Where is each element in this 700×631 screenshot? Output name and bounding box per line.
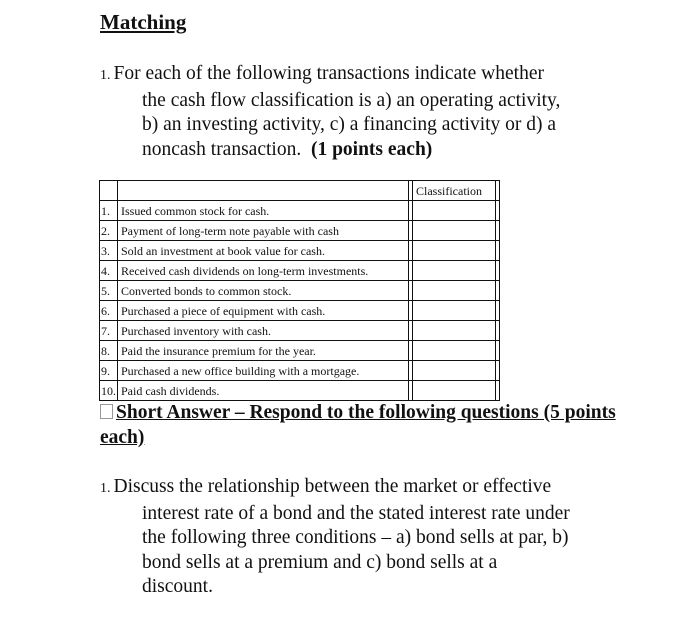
checkbox-icon xyxy=(100,404,113,419)
classification-answer-cell[interactable] xyxy=(413,221,496,241)
transaction-description: Sold an investment at book value for cash. xyxy=(118,241,409,261)
table-header-row xyxy=(100,181,500,201)
row-number: 6. xyxy=(100,301,118,321)
table-row xyxy=(100,261,500,281)
question-text-line: b) an investing activity, c) a financing activity or d) a xyxy=(142,114,557,135)
classification-answer-cell[interactable] xyxy=(413,361,496,381)
classification-header: Classification xyxy=(413,181,496,201)
question-text-line: the cash flow classification is a) an operating activity, xyxy=(142,89,561,111)
table-row xyxy=(100,201,500,221)
table-row xyxy=(100,361,500,381)
question-1-matching xyxy=(100,62,560,162)
question-number: 1. xyxy=(100,68,111,83)
table-row xyxy=(100,381,500,401)
question-text-line: noncash transaction. xyxy=(142,138,302,160)
transaction-description: Issued common stock for cash. xyxy=(118,201,409,221)
row-number: 10. xyxy=(100,381,118,401)
row-number: 4. xyxy=(100,261,118,281)
classification-answer-cell[interactable] xyxy=(413,201,496,221)
classification-answer-cell[interactable] xyxy=(413,241,496,261)
transaction-description: Received cash dividends on long-term investments. xyxy=(118,261,409,281)
section-heading-matching: Matching xyxy=(100,10,187,34)
question-number: 1. xyxy=(100,481,111,496)
table-row xyxy=(100,341,500,361)
row-number: 5. xyxy=(100,281,118,301)
table-row xyxy=(100,281,500,301)
row-number: 1. xyxy=(100,201,118,221)
table-row xyxy=(100,221,500,241)
classification-answer-cell[interactable] xyxy=(413,281,496,301)
table-row xyxy=(100,321,500,341)
row-number: 7. xyxy=(100,321,118,341)
row-number: 8. xyxy=(100,341,118,361)
question-text-line: For each of the following transactions indicate whether xyxy=(113,63,544,84)
transaction-description: Payment of long-term note payable with cash xyxy=(118,221,409,241)
question-text-line: interest rate of a bond and the stated interest rate under xyxy=(142,502,570,524)
transaction-description: Purchased inventory with cash. xyxy=(118,321,409,341)
section-heading-short-answer: Short Answer – Respond to the following questions (5 points each) xyxy=(100,402,616,448)
question-1-short-answer xyxy=(100,475,570,600)
classification-answer-cell[interactable] xyxy=(413,301,496,321)
question-text-line: Discuss the relationship between the market or effective xyxy=(113,476,552,497)
transaction-description: Paid cash dividends. xyxy=(118,381,409,401)
matching-table xyxy=(99,180,500,401)
classification-answer-cell[interactable] xyxy=(413,381,496,401)
classification-answer-cell[interactable] xyxy=(413,261,496,281)
question-text-line: discount. xyxy=(142,576,213,597)
row-number: 3. xyxy=(100,241,118,261)
row-number: 2. xyxy=(100,221,118,241)
points-label: (1 points each) xyxy=(310,138,433,160)
table-row xyxy=(100,301,500,321)
question-text-line: bond sells at a premium and c) bond sells at a xyxy=(142,551,498,573)
transaction-description: Purchased a new office building with a mortgage. xyxy=(118,361,409,381)
row-number: 9. xyxy=(100,361,118,381)
classification-answer-cell[interactable] xyxy=(413,321,496,341)
classification-answer-cell[interactable] xyxy=(413,341,496,361)
question-text-line: the following three conditions – a) bond sells at par, b) xyxy=(142,527,569,548)
table-row xyxy=(100,241,500,261)
transaction-description: Converted bonds to common stock. xyxy=(118,281,409,301)
transaction-description: Purchased a piece of equipment with cash. xyxy=(118,301,409,321)
transaction-description: Paid the insurance premium for the year. xyxy=(118,341,409,361)
